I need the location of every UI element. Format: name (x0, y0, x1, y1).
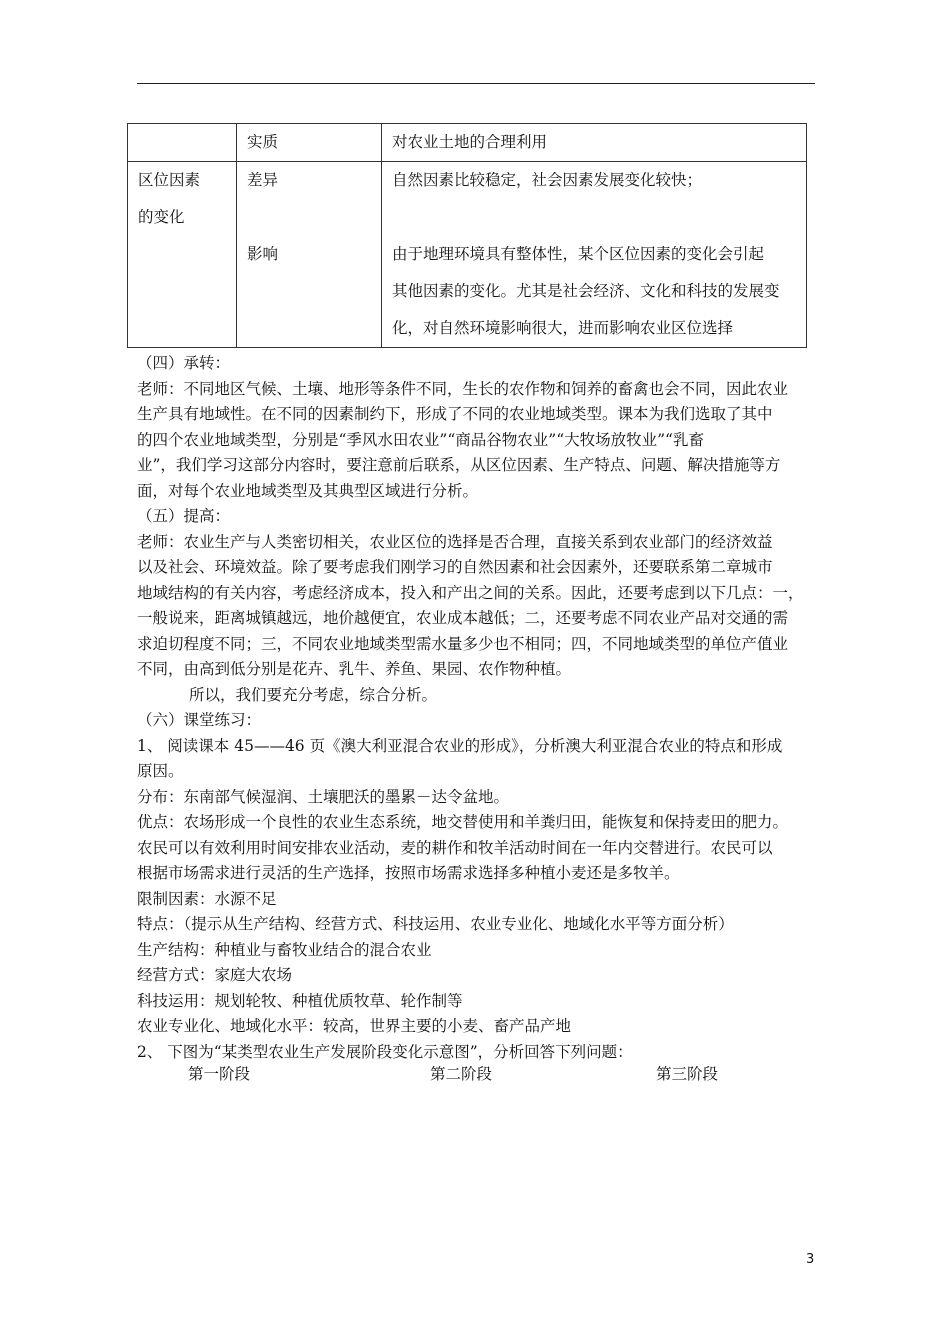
table-cell (237, 162, 382, 348)
paragraph-line: 农业专业化、地域化水平：较高，世界主要的小麦、畜产品产地 (137, 1017, 572, 1035)
paragraph-line: 老师：农业生产与人类密切相关，农业区位的选择是否合理，直接关系到农业部门的经济效益 (137, 532, 773, 551)
stage-label-1: 第一阶段 (188, 1065, 251, 1083)
paragraph-line: 科技运用：规划轮牧、种植优质牧草、轮作制等 (137, 991, 463, 1010)
paragraph-line: 2、 下图为“某类型农业生产发展阶段变化示意图”，分析回答下列问题： (137, 1042, 633, 1061)
paragraph-line: 经营方式：家庭大农场 (137, 966, 293, 984)
page-number: 3 (806, 1252, 815, 1267)
paragraph-line: 所以，我们要充分考虑，综合分析。 (189, 685, 438, 704)
paragraph-line: 以及社会、环境效益。除了要考虑我们刚学习的自然因素和社会因素外，还要联系第二章城市 (137, 558, 773, 576)
table-row (128, 162, 807, 348)
paragraph-line: 优点：农场形成一个良性的农业生态系统，地交替使用和羊粪归田，能恢复和保持麦田的肥力。 (137, 813, 789, 831)
cell-label-difference: 差异 (247, 171, 279, 189)
paragraph-line: 农民可以有效利用时间安排农业活动，麦的耕作和牧羊活动时间在一年内交替进行。农民可以 (137, 838, 773, 857)
paragraph-line: 不同，由高到低分别是花卉、乳牛、养鱼、果园、农作物种植。 (137, 660, 572, 678)
cell-label-influence: 影响 (247, 245, 279, 263)
row-heading-line2: 的变化 (138, 208, 185, 226)
stage-label-2: 第二阶段 (430, 1065, 493, 1083)
cell-label-essence: 实质 (247, 133, 279, 151)
table-cell (382, 162, 807, 348)
header-rule (137, 83, 815, 84)
paragraph-line: 原因。 (137, 762, 184, 780)
table-cell (128, 124, 237, 162)
stage-label-3: 第三阶段 (656, 1065, 719, 1083)
paragraph-line: 生产结构：种植业与畜牧业结合的混合农业 (137, 940, 432, 959)
row-heading-line1: 区位因素 (138, 171, 201, 189)
paragraph-line: 业”，我们学习这部分内容时，要注意前后联系，从区位因素、生产特点、问题、解决措施等方 (137, 456, 781, 474)
cell-text-essence: 对农业土地的合理利用 (392, 133, 548, 151)
cell-text-influence-3: 化，对自然环境影响很大，进而影响农业区位选择 (392, 319, 734, 337)
factor-table (127, 123, 807, 348)
paragraph-line: 特点：（提示从生产结构、经营方式、科技运用、农业专业化、地域化水平等方面分析） (137, 915, 734, 933)
section-heading: （五）提高： (137, 507, 231, 525)
paragraph-line: 地域结构的有关内容，考虑经济成本，投入和产出之间的关系。因此，还要考虑到以下几点：一， (137, 583, 804, 602)
table-cell (128, 162, 237, 348)
table-cell (237, 124, 382, 162)
paragraph-line: 一般说来，距离城镇越远，地价越便宜，农业成本越低；二，还要考虑不同农业产品对交通的需 (137, 609, 789, 627)
paragraph-line: 分布：东南部气候湿润、土壤肥沃的墨累－达令盆地。 (137, 787, 510, 806)
table-cell (382, 124, 807, 162)
paragraph-line: 求迫切程度不同；三，不同农业地域类型需水量多少也不相同；四，不同地域类型的单位产值业 (137, 634, 789, 653)
cell-text-influence-1: 由于地理环境具有整体性，某个区位因素的变化会引起 (392, 245, 765, 263)
table-row (128, 124, 807, 162)
section-heading: （六）课堂练习： (137, 711, 262, 729)
cell-text-difference: 自然因素比较稳定，社会因素发展变化较快； (392, 171, 703, 189)
paragraph-line: 的四个农业地域类型，分别是“季风水田农业”“商品谷物农业”“大牧场放牧业”“乳畜 (137, 430, 704, 449)
paragraph-line: 老师：不同地区气候、土壤、地形等条件不同，生长的农作物和饲养的畜禽也会不同，因此农业 (137, 379, 789, 398)
paragraph-line: 根据市场需求进行灵活的生产选择，按照市场需求选择多种植小麦还是多牧羊。 (137, 864, 680, 882)
paragraph-line: 面，对每个农业地域类型及其典型区域进行分析。 (137, 481, 479, 500)
paragraph-line: 生产具有地域性。在不同的因素制约下，形成了不同的农业地域类型。课本为我们选取了其中 (137, 405, 773, 423)
paragraph-line: 限制因素：水源不足 (137, 889, 277, 908)
section-heading: （四）承转： (137, 354, 231, 372)
document-body (137, 351, 827, 1065)
paragraph-line: 1、 阅读课本 45——46 页《澳大利亚混合农业的形成》，分析澳大利亚混合农业的特点和形成 (137, 736, 783, 755)
cell-text-influence-2: 其他因素的变化。尤其是社会经济、文化和科技的发展变 (392, 282, 780, 300)
